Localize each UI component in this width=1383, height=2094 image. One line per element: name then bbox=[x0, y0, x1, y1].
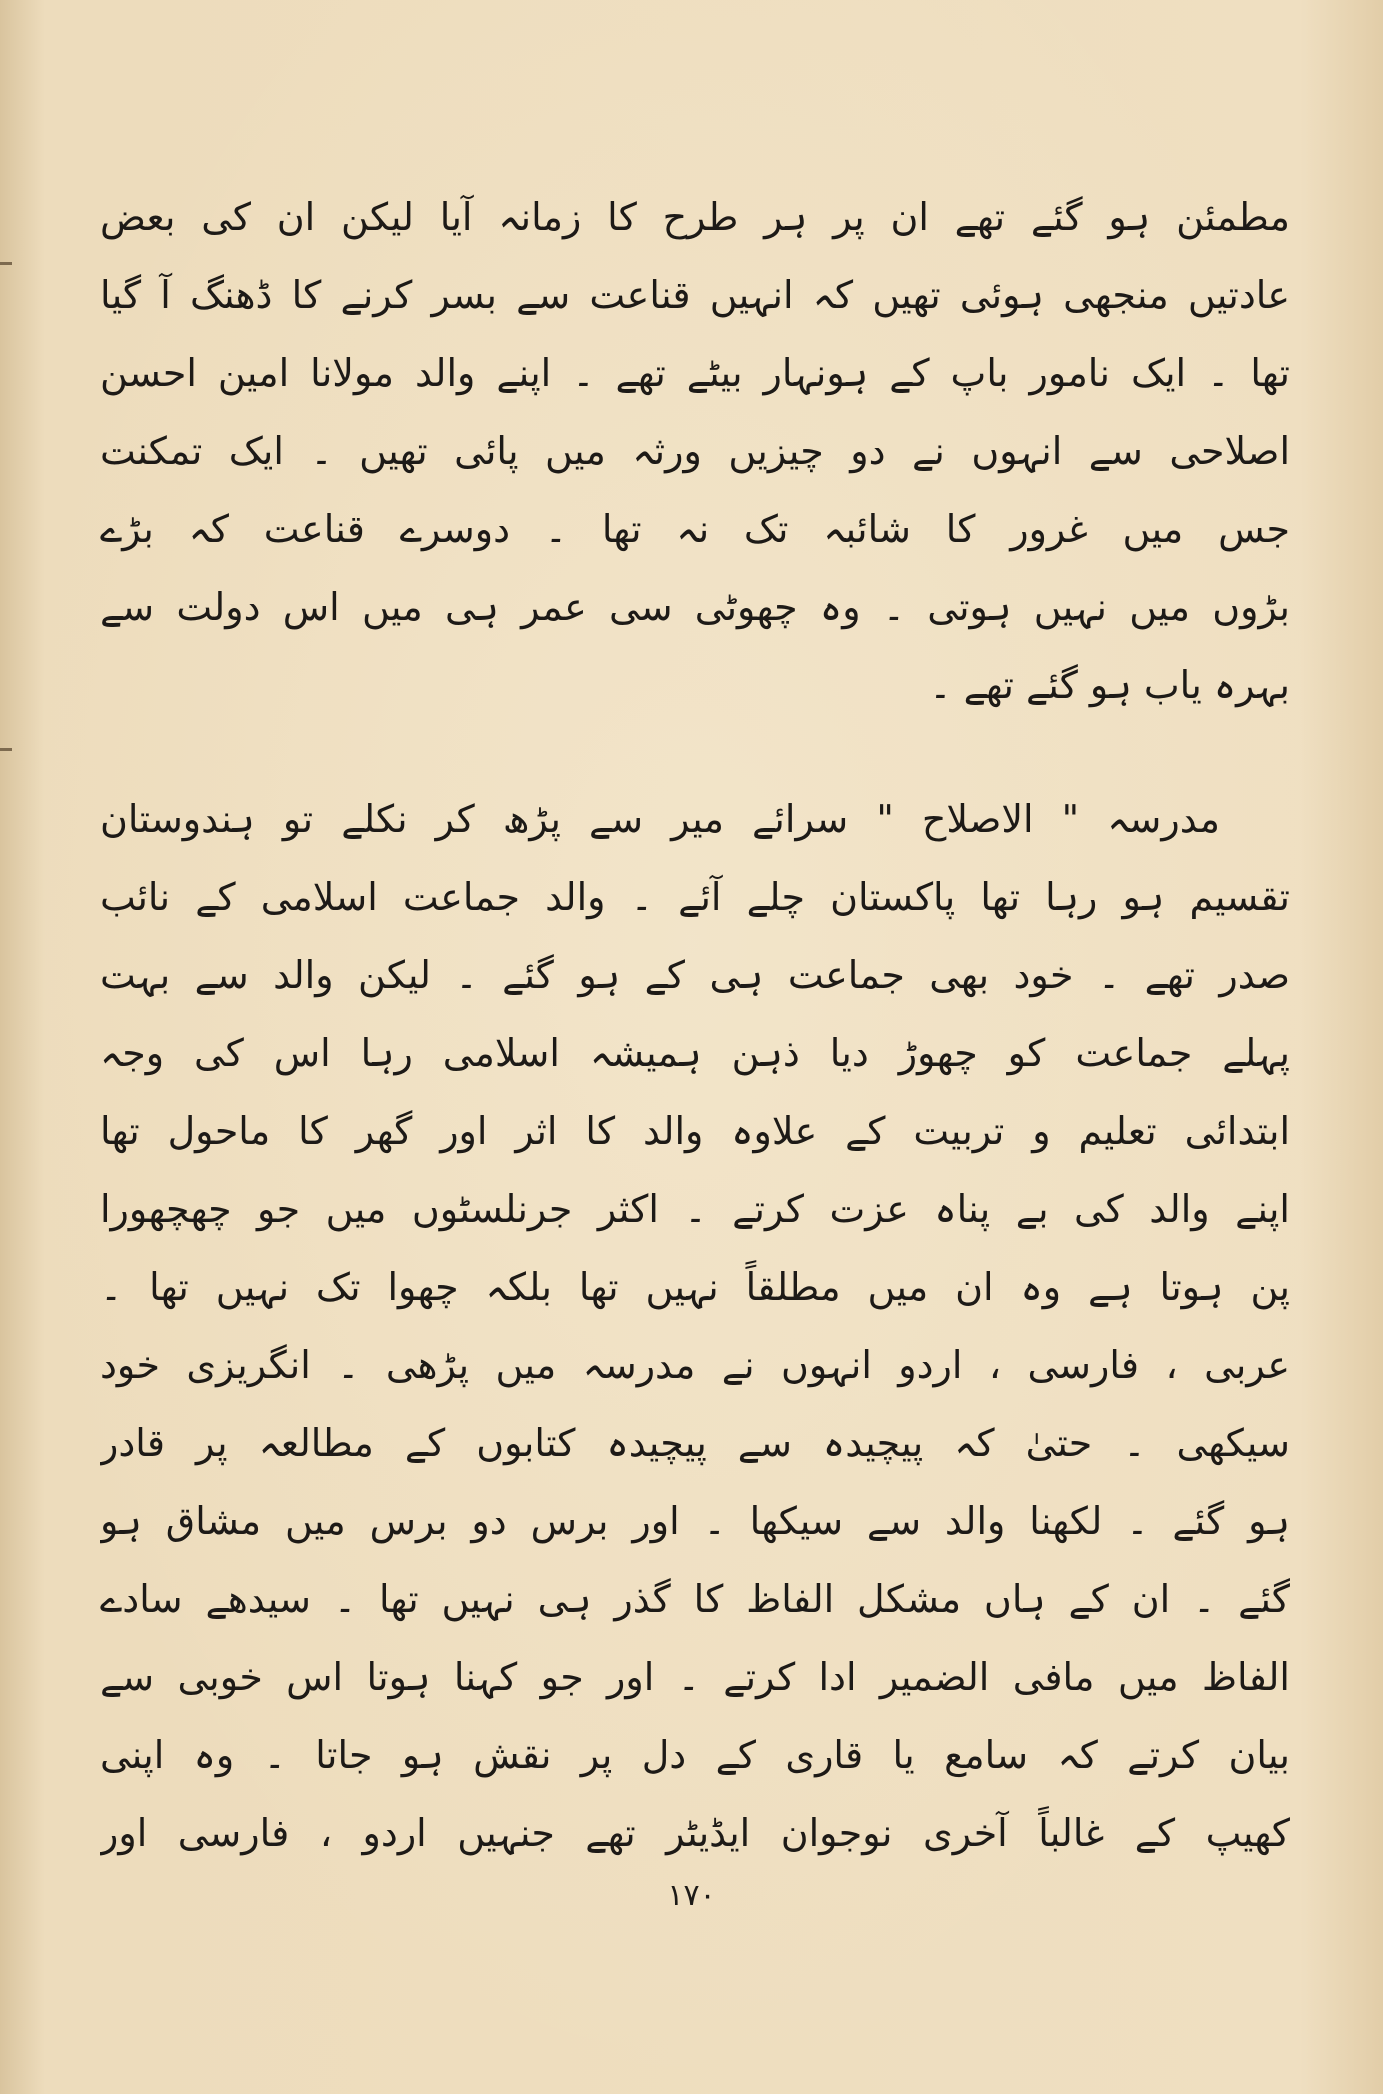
text-line: تقسیم ہو رہا تھا پاکستان چلے آئے ۔ والد جماعت اسلامی کے نائب bbox=[100, 875, 1290, 919]
text-line: گئے ۔ ان کے ہاں مشکل الفاظ کا گذر ہی نہیں تھا ۔ سیدھے سادے bbox=[100, 1577, 1290, 1621]
body-text bbox=[100, 178, 1290, 1872]
text-line: پہلے جماعت کو چھوڑ دیا ذہن ہمیشہ اسلامی رہا اس کی وجہ bbox=[100, 1031, 1290, 1075]
page-number: ۱۷۰ bbox=[667, 1878, 716, 1913]
text-line: جس میں غرور کا شائبہ تک نہ تھا ۔ دوسرے قناعت کہ بڑے bbox=[100, 507, 1290, 551]
text-line: الفاظ میں مافی الضمیر ادا کرتے ۔ اور جو کہنا ہوتا اس خوبی سے bbox=[100, 1655, 1290, 1699]
page-edge-mark bbox=[0, 748, 12, 751]
page-edge-mark bbox=[0, 262, 12, 265]
text-line: ابتدائی تعلیم و تربیت کے علاوہ والد کا اثر اور گھر کا ماحول تھا bbox=[100, 1109, 1290, 1153]
text-line: عربی ، فارسی ، اردو انہوں نے مدرسہ میں پڑھی ۔ انگریزی خود bbox=[100, 1343, 1290, 1387]
text-line: بڑوں میں نہیں ہوتی ۔ وہ چھوٹی سی عمر ہی میں اس دولت سے bbox=[100, 585, 1290, 629]
paragraph-1 bbox=[100, 178, 1290, 724]
text-line: کھیپ کے غالباً آخری نوجوان ایڈیٹر تھے جنہیں اردو ، فارسی اور bbox=[100, 1811, 1290, 1855]
text-line: صدر تھے ۔ خود بھی جماعت ہی کے ہو گئے ۔ لیکن والد سے بہت bbox=[100, 953, 1290, 997]
text-line: اصلاحی سے انہوں نے دو چیزیں ورثہ میں پائی تھیں ۔ ایک تمکنت bbox=[100, 429, 1290, 473]
text-line: سیکھی ۔ حتیٰ کہ پیچیدہ سے پیچیدہ کتابوں کے مطالعہ پر قادر bbox=[100, 1421, 1290, 1465]
text-line: بہرہ یاب ہو گئے تھے ۔ bbox=[929, 663, 1290, 707]
text-line: پن ہوتا ہے وہ ان میں مطلقاً نہیں تھا بلکہ چھوا تک نہیں تھا ۔ bbox=[100, 1265, 1290, 1309]
paragraph-2 bbox=[100, 780, 1290, 1872]
text-line: ہو گئے ۔ لکھنا والد سے سیکھا ۔ اور برس دو برس میں مشاق ہو bbox=[100, 1499, 1290, 1543]
text-line: مطمئن ہو گئے تھے ان پر ہر طرح کا زمانہ آیا لیکن ان کی بعض bbox=[100, 195, 1290, 239]
text-line: تھا ۔ ایک نامور باپ کے ہونہار بیٹے تھے ۔ اپنے والد مولانا امین احسن bbox=[100, 351, 1290, 395]
text-line: اپنے والد کی بے پناہ عزت کرتے ۔ اکثر جرنلسٹوں میں جو چھچھورا bbox=[100, 1187, 1290, 1231]
text-line: بیان کرتے کہ سامع یا قاری کے دل پر نقش ہو جاتا ۔ وہ اپنی bbox=[100, 1733, 1290, 1777]
text-line: عادتیں منجھی ہوئی تھیں کہ انہیں قناعت سے بسر کرنے کا ڈھنگ آ گیا bbox=[100, 273, 1290, 317]
text-line: مدرسہ " الاصلاح " سرائے میر سے پڑھ کر نکلے تو ہندوستان bbox=[100, 797, 1220, 841]
